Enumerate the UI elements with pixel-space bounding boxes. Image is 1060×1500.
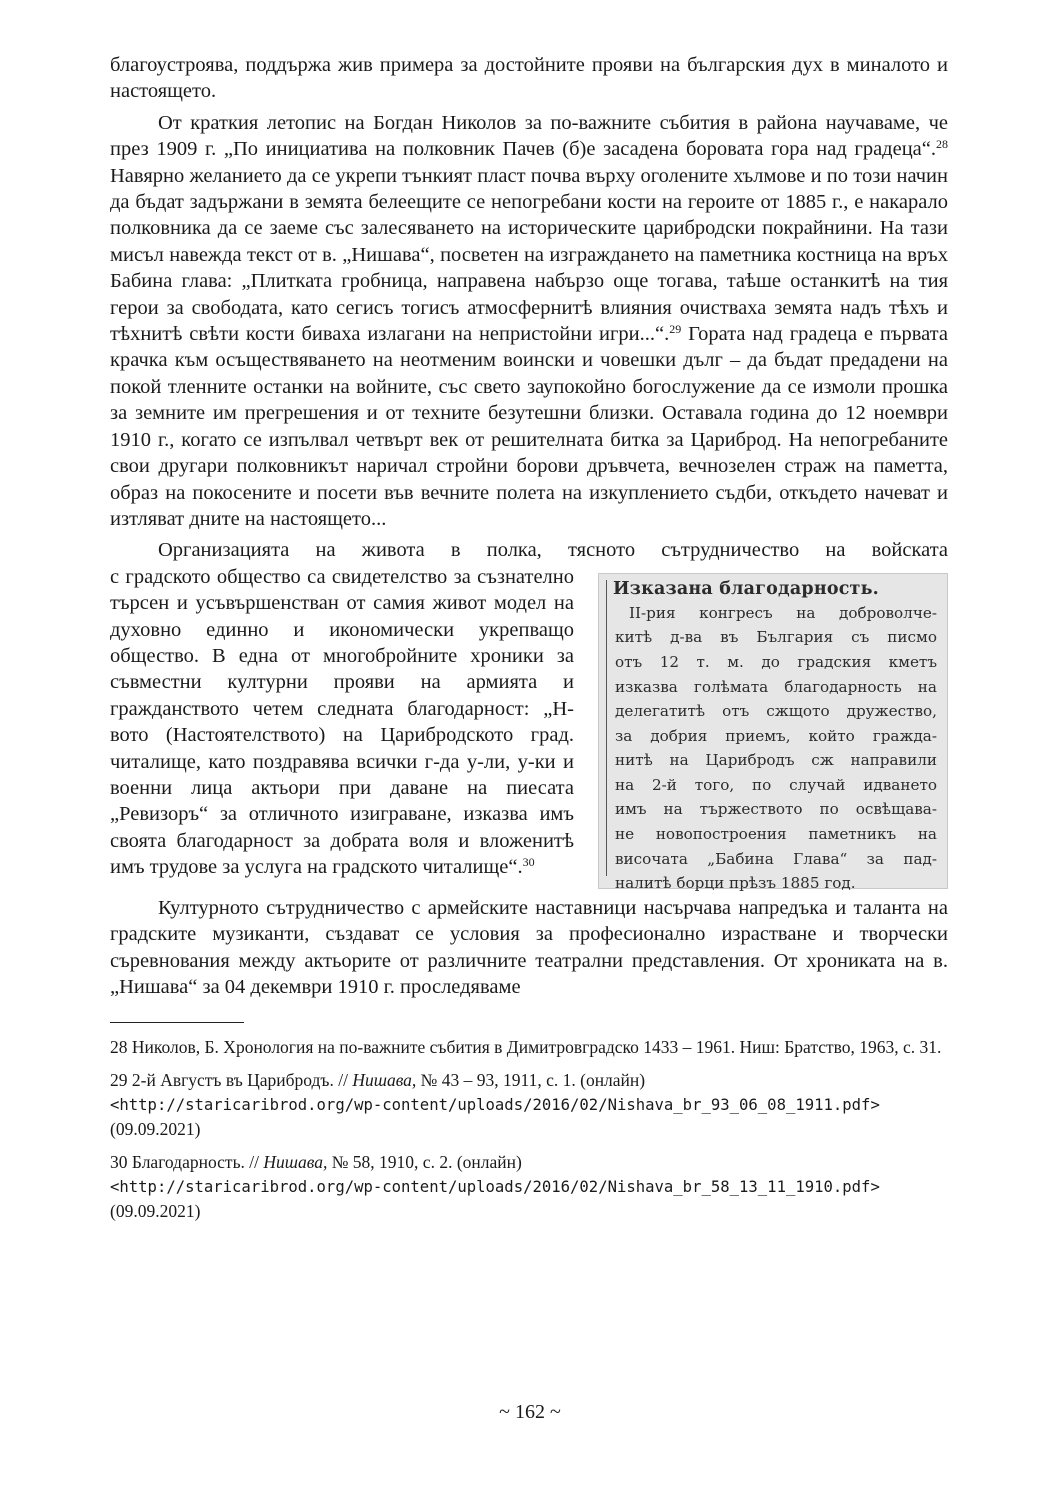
figure-block (110, 537, 948, 894)
newspaper-clipping (598, 573, 948, 893)
clipping-line: имъ на тържеството по освѣщава- (615, 800, 937, 819)
paragraph-2-text-b: Навярно желанието да се укрепи тънкият пласт почва върху оголените хълмове и по този начин да бъдат задържани в земята белеещите се непогребани кости на героите от 1885 г., е накарало полковника да се заеме със залесяването на историческите царибродски покрайнини. На тази мисъл навежда текст от в. „Нишава“, посветен на изграждането на паметника костница на връх Бабина глава: „Плитката гробница, направена набързо още тогава, таѣше останкитѣ на тия герои за свободата, като сегисъ тогисъ атмосфернитѣ влияния очистваха земята надъ тѣхъ и тѣхнитѣ свѣти кости биваха излагани на непристойни игри...“. (110, 164, 948, 346)
clipping-line: изказва голѣмата благодарность на (615, 677, 937, 696)
footnote-29-source: Нишава, (352, 1070, 417, 1091)
footnote-30-date: (09.09.2021) (110, 1201, 201, 1222)
footnote-divider (110, 1022, 244, 1023)
paragraph-2-text-c: Гората над градеца е първата крачка към осъществяването на неотменим воински и човешки дълг – да бъдат предадени на покой тленните останки на войните, със свето заупокойно богослужение да се измоли прошка за земните им прегрешения и от техните безутешни близки. Оставала година до 12 ноември 1910 г., когато се изпълвал четвърт век от решителната битка за Цариброд. На непогребаните свои другари полковникът наричал стройни борови дръвчета, вечнозелен страж на паметта, образ на покосените и посети във вечните полета на изкуплението съдби, откъдето начеват и изтляват дните на настоящето... (110, 323, 948, 530)
footnote-29-link[interactable]: <http://staricaribrod.org/wp-content/uploads/2016/02/Nishava_br_93_06_08_1911.pdf> (110, 1096, 880, 1115)
clipping-heading: Изказана благодарность. (613, 578, 879, 599)
footnote-30-link[interactable]: <http://staricaribrod.org/wp-content/uploads/2016/02/Nishava_br_58_13_11_1910.pdf> (110, 1178, 880, 1197)
footnote-29-citation: 29 2-й Августъ въ Царибродъ. // (110, 1070, 353, 1091)
footnote-30-citation: 30 Благодарность. // (110, 1152, 264, 1173)
paragraph-1: благоустроява, поддържа жив примера за достойните прояви на българския дух в миналото и настоящето. (110, 54, 948, 103)
clipping-body (609, 601, 937, 896)
clipping-line: отъ 12 т. м. до градския кметъ (615, 652, 937, 671)
footnote-30 (110, 1150, 948, 1223)
clipping-line: за добрия приемъ, който гражда- (615, 726, 937, 745)
footnote-30-source: Нишава, (263, 1152, 328, 1173)
clipping-line: китѣ д-ва въ България съ писмо (615, 628, 937, 647)
page-content (110, 52, 948, 1232)
footnote-29-details: № 43 – 93, 1911, с. 1. (онлайн) (416, 1070, 646, 1091)
clipping-line: на 2-й того, по случай идването (615, 775, 937, 794)
clipping-line: не новопостроения паметникъ на (615, 825, 937, 844)
paragraph-3-continued: с градското общество са свидетелство за съзнателно търсен и усъвършенстван от самия живот модел на духовно единно и икономически укрепващо общество. В една от многобройните хроники за съвместни културни прояви на армията и гражданството четем следната благодарност: „Н-вото (Настоятелството) на Царибродското град. читалище, като поздравява всички г-да у-ли, у-ки и военни лица актьори при даване на пиесата „Ревизоръ“ за отличното изиграване, изказва имъ своята благодарност за добрата воля и вложенитѣ имъ трудове за услуга на градското читалище“.$^{30}$ (110, 565, 574, 879)
footnote-28: 28 Николов, Б. Хронология на по-важните събития в Димитровградско 1433 – 1961. Ниш: Братство, 1963, с. 31. (110, 1037, 942, 1058)
paragraph-4: Културното сътрудничество с армейските наставници насърчава напредъка и таланта на градските музиканти, създават се условия за професионално израстване и творчески съревнования между актьорите от различните театрални представления. От хрониката на в. „Нишава“ за 04 декември 1910 г. проследяваме (110, 896, 948, 998)
footnote-29 (110, 1068, 948, 1141)
clipping-line: делегатитѣ отъ сжщото дружество, (615, 702, 937, 721)
footnote-30-details: № 58, 1910, с. 2. (онлайн) (327, 1152, 522, 1173)
paragraph-2 (110, 110, 948, 533)
clipping-line: II-рия конгресъ на доброволче- (629, 603, 937, 622)
paragraph-3 (110, 537, 948, 563)
clipping-line: нитѣ на Царибродъ сж направили (615, 751, 937, 770)
footnote-ref-29[interactable]: 29 (669, 322, 682, 337)
footnote-ref-30[interactable]: 30 (522, 855, 535, 870)
footnote-ref-28[interactable]: 28 (936, 137, 948, 152)
footnote-29-date: (09.09.2021) (110, 1119, 201, 1140)
page-number: ~ 162 ~ (499, 1401, 561, 1423)
clipping-line: налитѣ борци прѣзъ 1885 год. (615, 874, 856, 893)
paragraph-2-text-a: От краткия летопис на Богдан Николов за по-важните събития в района научаваме, че през 1909 г. „По инициатива на полковник Пачев (б)е засадена боровата гора над градеца“. (110, 111, 948, 161)
clipping-line: височата „Бабина Глава“ за пад- (615, 849, 937, 868)
paragraph-3-lead: Организацията на живота в полка, тясното сътрудничество на войската (158, 539, 948, 562)
